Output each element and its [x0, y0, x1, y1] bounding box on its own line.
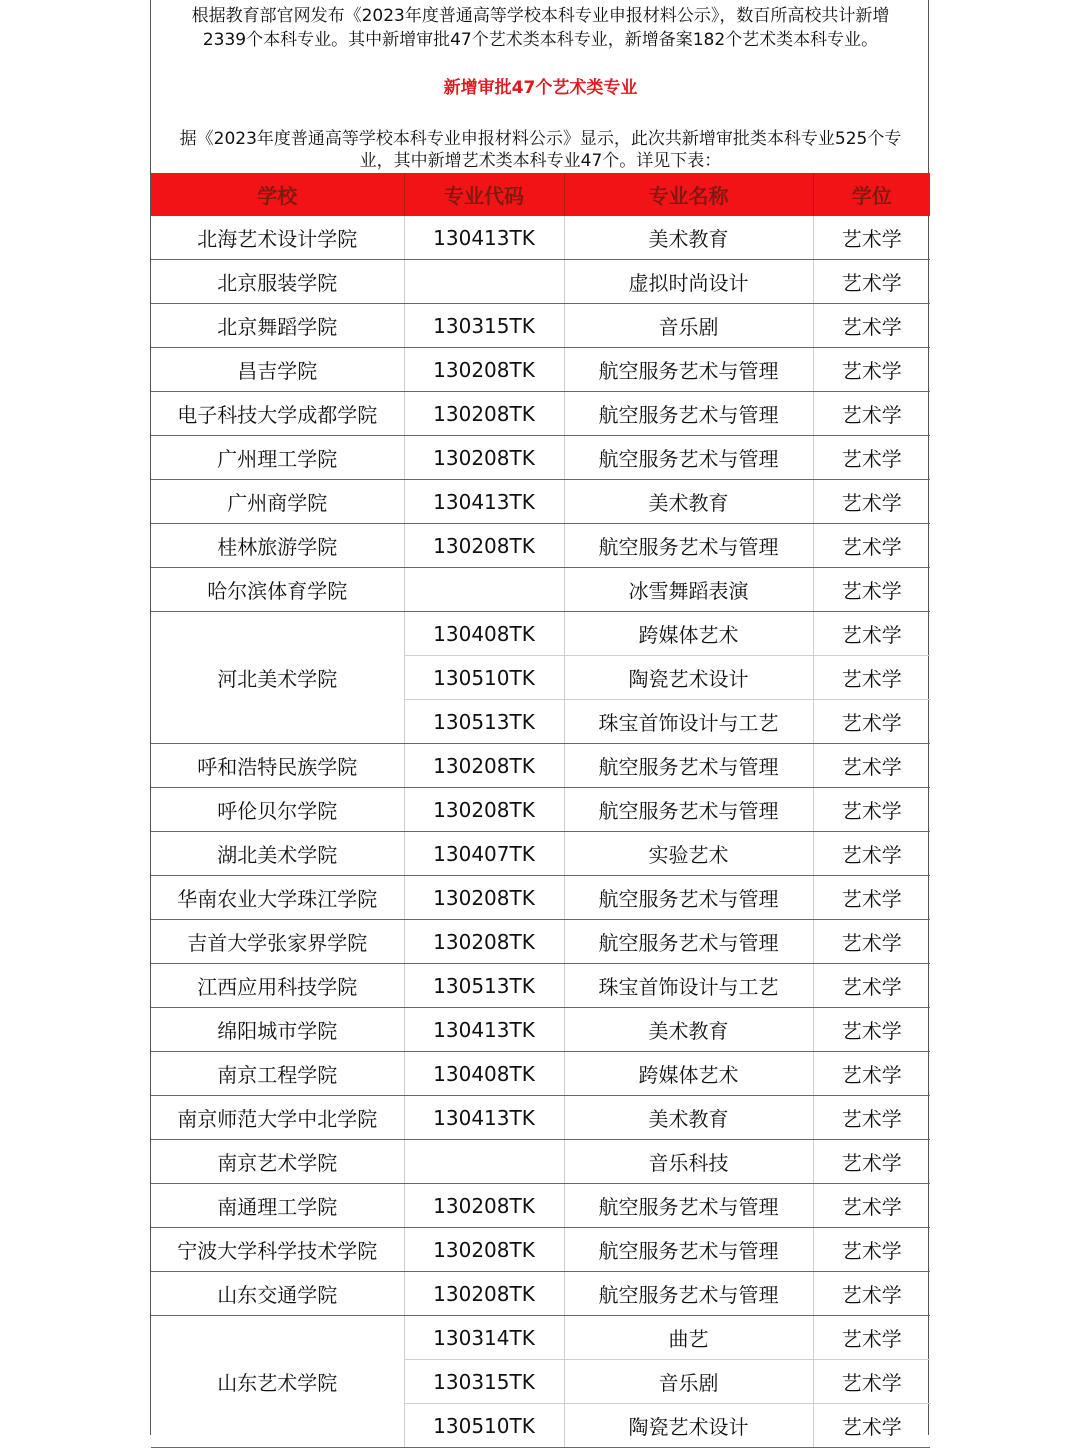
major-code-cell [404, 1140, 564, 1184]
major-code-cell: 130513TK [404, 964, 564, 1008]
school-cell: 昌吉学院 [151, 348, 404, 392]
table-row [151, 964, 930, 1008]
table-row [151, 1008, 930, 1052]
school-cell: 南京师范大学中北学院 [151, 1096, 404, 1140]
school-cell: 呼伦贝尔学院 [151, 788, 404, 832]
intro-paragraph [151, 4, 930, 52]
degree-cell: 艺术学 [813, 612, 930, 656]
school-cell: 哈尔滨体育学院 [151, 568, 404, 612]
major-name-cell: 航空服务艺术与管理 [564, 1272, 813, 1316]
document-page [150, 0, 929, 1439]
intro-line-1: 根据教育部官网发布《2023年度普通高等学校本科专业申报材料公示》，数百所高校共计新增 [191, 6, 890, 26]
major-name-cell: 音乐科技 [564, 1140, 813, 1184]
major-code-cell: 130208TK [404, 392, 564, 436]
major-name-cell: 珠宝首饰设计与工艺 [564, 700, 813, 744]
major-name-cell: 航空服务艺术与管理 [564, 920, 813, 964]
table-row [151, 216, 930, 260]
degree-cell: 艺术学 [813, 436, 930, 480]
major-code-cell: 130315TK [404, 304, 564, 348]
major-name-cell: 曲艺 [564, 1316, 813, 1360]
degree-cell: 艺术学 [813, 304, 930, 348]
table-row [151, 876, 930, 920]
school-cell: 电子科技大学成都学院 [151, 392, 404, 436]
degree-cell: 艺术学 [813, 392, 930, 436]
major-name-cell: 美术教育 [564, 1008, 813, 1052]
school-cell: 湖北美术学院 [151, 832, 404, 876]
degree-cell: 艺术学 [813, 656, 930, 700]
header-school: 学校 [151, 173, 404, 216]
table-row [151, 920, 930, 964]
major-name-cell: 美术教育 [564, 216, 813, 260]
table-row [151, 304, 930, 348]
school-cell: 山东交通学院 [151, 1272, 404, 1316]
major-name-cell: 跨媒体艺术 [564, 1052, 813, 1096]
lead-line-2: 业，其中新增艺术类本科专业47个。详见下表： [359, 151, 722, 171]
degree-cell: 艺术学 [813, 788, 930, 832]
school-cell: 南京艺术学院 [151, 1140, 404, 1184]
major-name-cell: 音乐剧 [564, 1360, 813, 1404]
school-cell: 北京舞蹈学院 [151, 304, 404, 348]
school-cell: 吉首大学张家界学院 [151, 920, 404, 964]
school-cell: 绵阳城市学院 [151, 1008, 404, 1052]
degree-cell: 艺术学 [813, 964, 930, 1008]
major-code-cell: 130513TK [404, 700, 564, 744]
school-cell: 河北美术学院 [151, 612, 404, 744]
table-row [151, 1228, 930, 1272]
degree-cell: 艺术学 [813, 568, 930, 612]
majors-table [151, 173, 930, 1448]
major-name-cell: 珠宝首饰设计与工艺 [564, 964, 813, 1008]
degree-cell: 艺术学 [813, 1052, 930, 1096]
school-cell: 南京工程学院 [151, 1052, 404, 1096]
major-code-cell: 130413TK [404, 480, 564, 524]
major-code-cell: 130413TK [404, 1096, 564, 1140]
school-cell: 北京服装学院 [151, 260, 404, 304]
degree-cell: 艺术学 [813, 216, 930, 260]
major-name-cell: 陶瓷艺术设计 [564, 656, 813, 700]
degree-cell: 艺术学 [813, 1228, 930, 1272]
major-code-cell: 130208TK [404, 1228, 564, 1272]
degree-cell: 艺术学 [813, 260, 930, 304]
major-code-cell: 130208TK [404, 348, 564, 392]
table-row [151, 744, 930, 788]
major-name-cell: 航空服务艺术与管理 [564, 348, 813, 392]
major-name-cell: 虚拟时尚设计 [564, 260, 813, 304]
school-cell: 北海艺术设计学院 [151, 216, 404, 260]
major-code-cell: 130208TK [404, 876, 564, 920]
table-row [151, 524, 930, 568]
major-code-cell: 130315TK [404, 1360, 564, 1404]
major-code-cell: 130208TK [404, 524, 564, 568]
table-row [151, 436, 930, 480]
table-row [151, 832, 930, 876]
major-name-cell: 航空服务艺术与管理 [564, 524, 813, 568]
major-name-cell: 航空服务艺术与管理 [564, 876, 813, 920]
table-row [151, 1184, 930, 1228]
degree-cell: 艺术学 [813, 1404, 930, 1448]
major-name-cell: 航空服务艺术与管理 [564, 436, 813, 480]
major-name-cell: 航空服务艺术与管理 [564, 1184, 813, 1228]
major-code-cell: 130408TK [404, 1052, 564, 1096]
section-title: 新增审批47个艺术类专业 [443, 78, 638, 98]
table-row [151, 1140, 930, 1184]
table-row [151, 480, 930, 524]
major-code-cell: 130208TK [404, 1272, 564, 1316]
header-degree: 学位 [813, 173, 930, 216]
table-row [151, 568, 930, 612]
major-name-cell: 美术教育 [564, 1096, 813, 1140]
school-cell: 江西应用科技学院 [151, 964, 404, 1008]
major-code-cell: 130208TK [404, 1184, 564, 1228]
major-code-cell: 130208TK [404, 744, 564, 788]
school-cell: 呼和浩特民族学院 [151, 744, 404, 788]
degree-cell: 艺术学 [813, 1140, 930, 1184]
degree-cell: 艺术学 [813, 348, 930, 392]
table-row [151, 1316, 930, 1360]
degree-cell: 艺术学 [813, 480, 930, 524]
table-row [151, 348, 930, 392]
table-body [151, 216, 930, 1448]
lead-paragraph [151, 128, 930, 172]
major-name-cell: 冰雪舞蹈表演 [564, 568, 813, 612]
major-code-cell [404, 568, 564, 612]
major-code-cell: 130413TK [404, 216, 564, 260]
major-code-cell: 130208TK [404, 436, 564, 480]
major-code-cell [404, 260, 564, 304]
major-code-cell: 130208TK [404, 920, 564, 964]
intro-line-2: 2339个本科专业。其中新增审批47个艺术类本科专业，新增备案182个艺术类本科专业。 [202, 30, 879, 50]
degree-cell: 艺术学 [813, 744, 930, 788]
table-header-row [151, 173, 930, 216]
degree-cell: 艺术学 [813, 920, 930, 964]
degree-cell: 艺术学 [813, 1272, 930, 1316]
table-row [151, 1052, 930, 1096]
header-major-code: 专业代码 [404, 173, 564, 216]
header-major-name: 专业名称 [564, 173, 813, 216]
degree-cell: 艺术学 [813, 1316, 930, 1360]
major-name-cell: 实验艺术 [564, 832, 813, 876]
major-name-cell: 航空服务艺术与管理 [564, 392, 813, 436]
major-name-cell: 陶瓷艺术设计 [564, 1404, 813, 1448]
major-name-cell: 美术教育 [564, 480, 813, 524]
table-row [151, 788, 930, 832]
school-cell: 山东艺术学院 [151, 1316, 404, 1448]
major-code-cell: 130314TK [404, 1316, 564, 1360]
degree-cell: 艺术学 [813, 700, 930, 744]
major-code-cell: 130510TK [404, 1404, 564, 1448]
school-cell: 桂林旅游学院 [151, 524, 404, 568]
school-cell: 华南农业大学珠江学院 [151, 876, 404, 920]
degree-cell: 艺术学 [813, 1184, 930, 1228]
degree-cell: 艺术学 [813, 1008, 930, 1052]
major-name-cell: 航空服务艺术与管理 [564, 744, 813, 788]
major-name-cell: 跨媒体艺术 [564, 612, 813, 656]
major-name-cell: 音乐剧 [564, 304, 813, 348]
degree-cell: 艺术学 [813, 1096, 930, 1140]
table-row [151, 1096, 930, 1140]
major-name-cell: 航空服务艺术与管理 [564, 1228, 813, 1272]
degree-cell: 艺术学 [813, 832, 930, 876]
table-row [151, 1272, 930, 1316]
major-code-cell: 130510TK [404, 656, 564, 700]
table-row [151, 392, 930, 436]
degree-cell: 艺术学 [813, 524, 930, 568]
table-row [151, 260, 930, 304]
school-cell: 广州理工学院 [151, 436, 404, 480]
school-cell: 宁波大学科学技术学院 [151, 1228, 404, 1272]
major-code-cell: 130208TK [404, 788, 564, 832]
school-cell: 南通理工学院 [151, 1184, 404, 1228]
major-name-cell: 航空服务艺术与管理 [564, 788, 813, 832]
major-code-cell: 130408TK [404, 612, 564, 656]
major-code-cell: 130407TK [404, 832, 564, 876]
major-code-cell: 130413TK [404, 1008, 564, 1052]
school-cell: 广州商学院 [151, 480, 404, 524]
degree-cell: 艺术学 [813, 1360, 930, 1404]
lead-line-1: 据《2023年度普通高等学校本科专业申报材料公示》显示，此次共新增审批类本科专业525个专 [179, 129, 902, 149]
table-row [151, 612, 930, 656]
degree-cell: 艺术学 [813, 876, 930, 920]
